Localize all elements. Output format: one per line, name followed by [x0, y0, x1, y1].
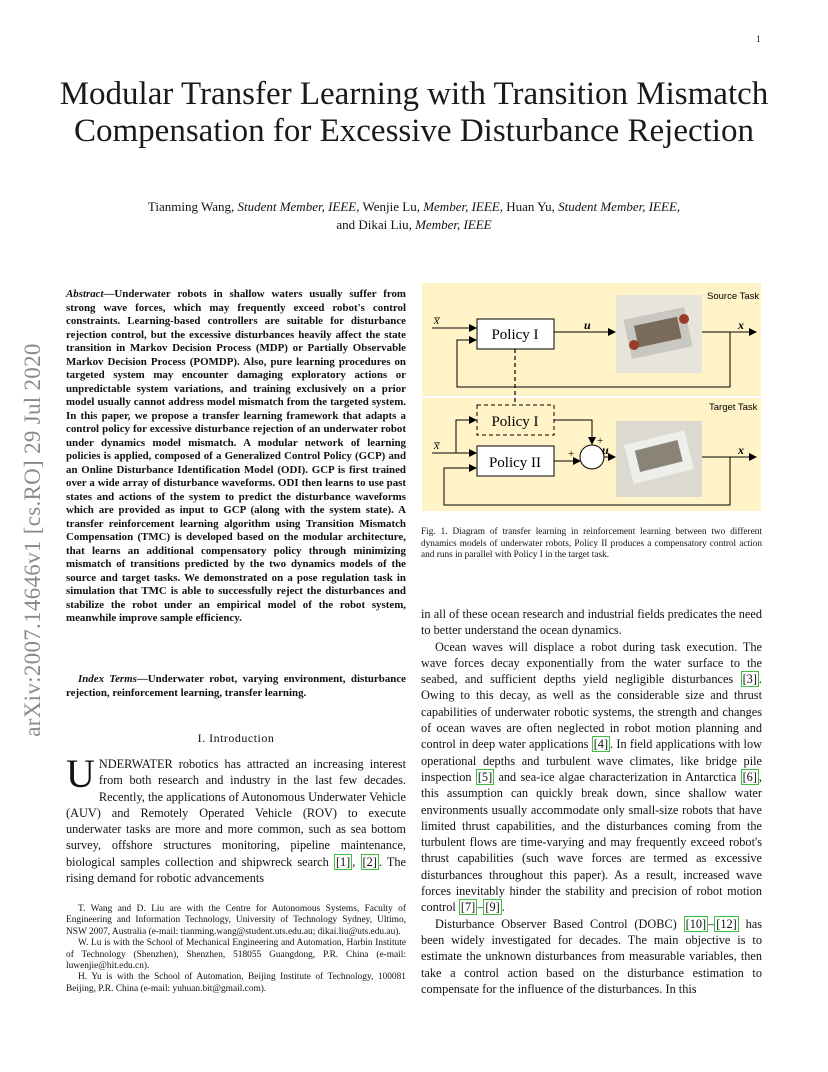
figure-diagram [422, 283, 761, 511]
citation-link[interactable]: [1] [335, 854, 351, 869]
text-run: . In field applications with low operational depths and turbulent wave climates, like bridge pile inspection [421, 737, 762, 784]
paragraph [421, 639, 762, 916]
text-run: – [708, 916, 715, 931]
source-task-label: Source Task [707, 291, 760, 302]
author-role: Student Member, IEEE, [558, 199, 681, 214]
x-symbol: x [738, 318, 744, 332]
footnote: W. Lu is with the School of Mechanical Engineering and Automation, Harbin Institute of Technology (Shenzhen), Shenzhen, 518055 Guangdong, P.R. China (e-mail: luwenjie@hit.edu.cn). [66, 938, 406, 972]
intro-text: robotics has attracted an increasing interest from both research and industry in the last few decades. Recently, the applications of Autonomous Underwater Vehicle (AUV) and Remotely Operated Vehicle (ROV) to execute underwater tasks are more and more common, such as sea bottom survey, offshore structures monitoring, pipeline maintenance, biological samples collection and shipwreck search [66, 757, 406, 869]
separator: , [352, 854, 361, 869]
text-run: . Owing to this decay, as well as the considerable size and thrust capabilities of underwater robotic systems, the strength and changes of ocean waves are often neglected in robot motion planning and control in deep water applications [421, 672, 762, 752]
u-symbol: u [584, 318, 591, 332]
x-symbol: x [738, 443, 744, 457]
abstract [66, 288, 406, 626]
author-name: Wenjie Lu, [362, 199, 420, 214]
author-name: and Dikai Liu, [336, 217, 412, 232]
robot-thruster [679, 314, 689, 324]
right-column-body [421, 606, 762, 997]
text-run: . [501, 900, 505, 915]
citation-link[interactable]: [4] [593, 737, 609, 752]
paper-title: Modular Transfer Learning with Transition Mismatch Compensation for Excessive Disturbance Rejection [59, 76, 769, 149]
page-number: 1 [756, 34, 761, 44]
index-terms-label: Index Terms [78, 673, 137, 685]
index-terms-text: —Underwater robot, varying environment, disturbance rejection, reinforcement learning, transfer learning. [66, 673, 406, 699]
summing-junction [580, 445, 604, 469]
text-run: – [477, 900, 484, 915]
footnotes [66, 904, 406, 995]
citation-link[interactable]: [6] [742, 769, 757, 784]
author-role: Student Member, IEEE, [237, 199, 360, 214]
text-run: and sea-ice algae characterization in Antarctica [494, 769, 741, 784]
figure-caption: Fig. 1. Diagram of transfer learning in reinforcement learning between two different dynamics models of underwater robots, Policy II produces a compensatory control action and runs in parallel with Policy I in the target task. [421, 527, 762, 560]
author-name: Huan Yu, [506, 199, 555, 214]
plus-sign: + [568, 448, 575, 460]
author-role: Member, IEEE, [423, 199, 503, 214]
citation-link[interactable]: [9] [485, 900, 500, 915]
intro-paragraph [66, 751, 406, 886]
drop-cap: U [66, 751, 95, 796]
citation-link[interactable]: [12] [716, 916, 737, 931]
citation-link[interactable]: [2] [362, 854, 377, 869]
robot-thruster [629, 340, 639, 350]
abstract-label: Abstract [66, 288, 104, 300]
citation-link[interactable]: [7] [460, 900, 476, 915]
arxiv-watermark: arXiv:2007.14646v1 [cs.RO] 29 Jul 2020 [20, 343, 45, 737]
paragraph [421, 916, 762, 997]
text-run: Ocean waves will displace a robot during task execution. The wave forces decay exponentially from the water surface to the seabed, and sufficient depths yield negligible disturbances [421, 639, 762, 687]
intro-lead: NDERWATER [98, 757, 173, 771]
u-symbol: u [602, 443, 609, 457]
citation-link[interactable]: [10] [685, 916, 707, 931]
text-run: , this assumption can quickly break down, since shallow water environments usually accommodate only small-size robots that have limited thrust capabilities, and the disturbances coming from the turbulent flows are time-varying and may frequently exceed robot's thrust capabilities (such wave forces are termed as excessive disturbances throughout this paper). As a result, increased wave forces inevitably hinder the stability and precision of robot motion control [421, 769, 762, 915]
author-list [40, 198, 788, 234]
xbar-symbol: x̅ [434, 438, 440, 452]
author-name: Tianming Wang, [147, 199, 235, 214]
footnote: T. Wang and D. Liu are with the Centre for Autonomous Systems, Faculty of Engineering and Information Technology, University of Technology Sydney, Ultimo, NSW 2007, Australia (e-mail: tianming.wang@student.uts.edu.au; dikai.liu@uts.edu.au). [66, 904, 406, 937]
text-run: has been widely investigated for decades. The main objective is to estimate the unknown disturbances from measurable variables, then take a control action based on the disturbance estimation to compensate for the influence of the disturbances. In this [421, 916, 763, 996]
policy-label: Policy I [491, 414, 539, 430]
transfer-diagram [422, 283, 761, 511]
author-role: Member, IEEE [415, 217, 492, 232]
target-task-label: Target Task [709, 402, 758, 413]
policy-label: Policy I [491, 327, 539, 343]
index-terms [66, 673, 406, 700]
citation-link[interactable]: [3] [742, 672, 757, 687]
xbar-symbol: x̅ [434, 313, 440, 327]
footnote: H. Yu is with the School of Automation, Beijing Institute of Technology, 100081 Beijing, P.R. China (e-mail: yuhuan.bit@gmail.com). [66, 972, 406, 994]
policy-label: Policy II [488, 455, 542, 471]
plus-sign: + [597, 435, 604, 447]
intro-text: . The rising demand for robotic advancements [66, 854, 406, 886]
section-heading: I. Introduction [197, 731, 275, 745]
paragraph: in all of these ocean research and industrial fields predicates the need to better understand the ocean dynamics. [421, 607, 762, 638]
abstract-text: —Underwater robots in shallow waters usually suffer from strong wave forces, which may frequently exceed robot's control constraints. Learning-based controllers are suitable for disturbance rejection control, but the excessive disturbances heavily affect the state transition in Markov Decision Process (MDP) or Partially Observable Markov Decision Process (POMDP). Also, pure learning procedures on targeted system may encounter damaging exploratory actions or unpredictable system variations, and training exclusively on a prior model usually cannot address model mismatch from the targeted system. In this paper, we propose a transfer learning framework that adapts a control policy for excessive disturbance rejection of an underwater robot under dynamics model mismatch. A modular network of learning policies is applied, composed of a Generalized Control Policy (GCP) and an Online Disturbance Identification Model (ODI). GCP is first trained over a wide array of disturbance waveforms. ODI then learns to use past states and actions of the system to predict the disturbance waveforms which are provided as input to GCP (along with the system state). A transfer reinforcement learning algorithm using Transition Mismatch Compensation (TMC) is developed based on the modular architecture, that learns an additional compensatory policy through minimizing mismatch of transitions predicted by the two dynamics models of the source and target tasks. We demonstrated on a pose regulation task in simulation that TMC is able to successfully reject the disturbances and stabilize the robot under an empirical model of the robot system, meanwhile improve sample efficiency. [66, 288, 406, 624]
text-run: Disturbance Observer Based Control (DOBC) [435, 916, 684, 931]
citation-link[interactable]: [5] [477, 769, 493, 784]
